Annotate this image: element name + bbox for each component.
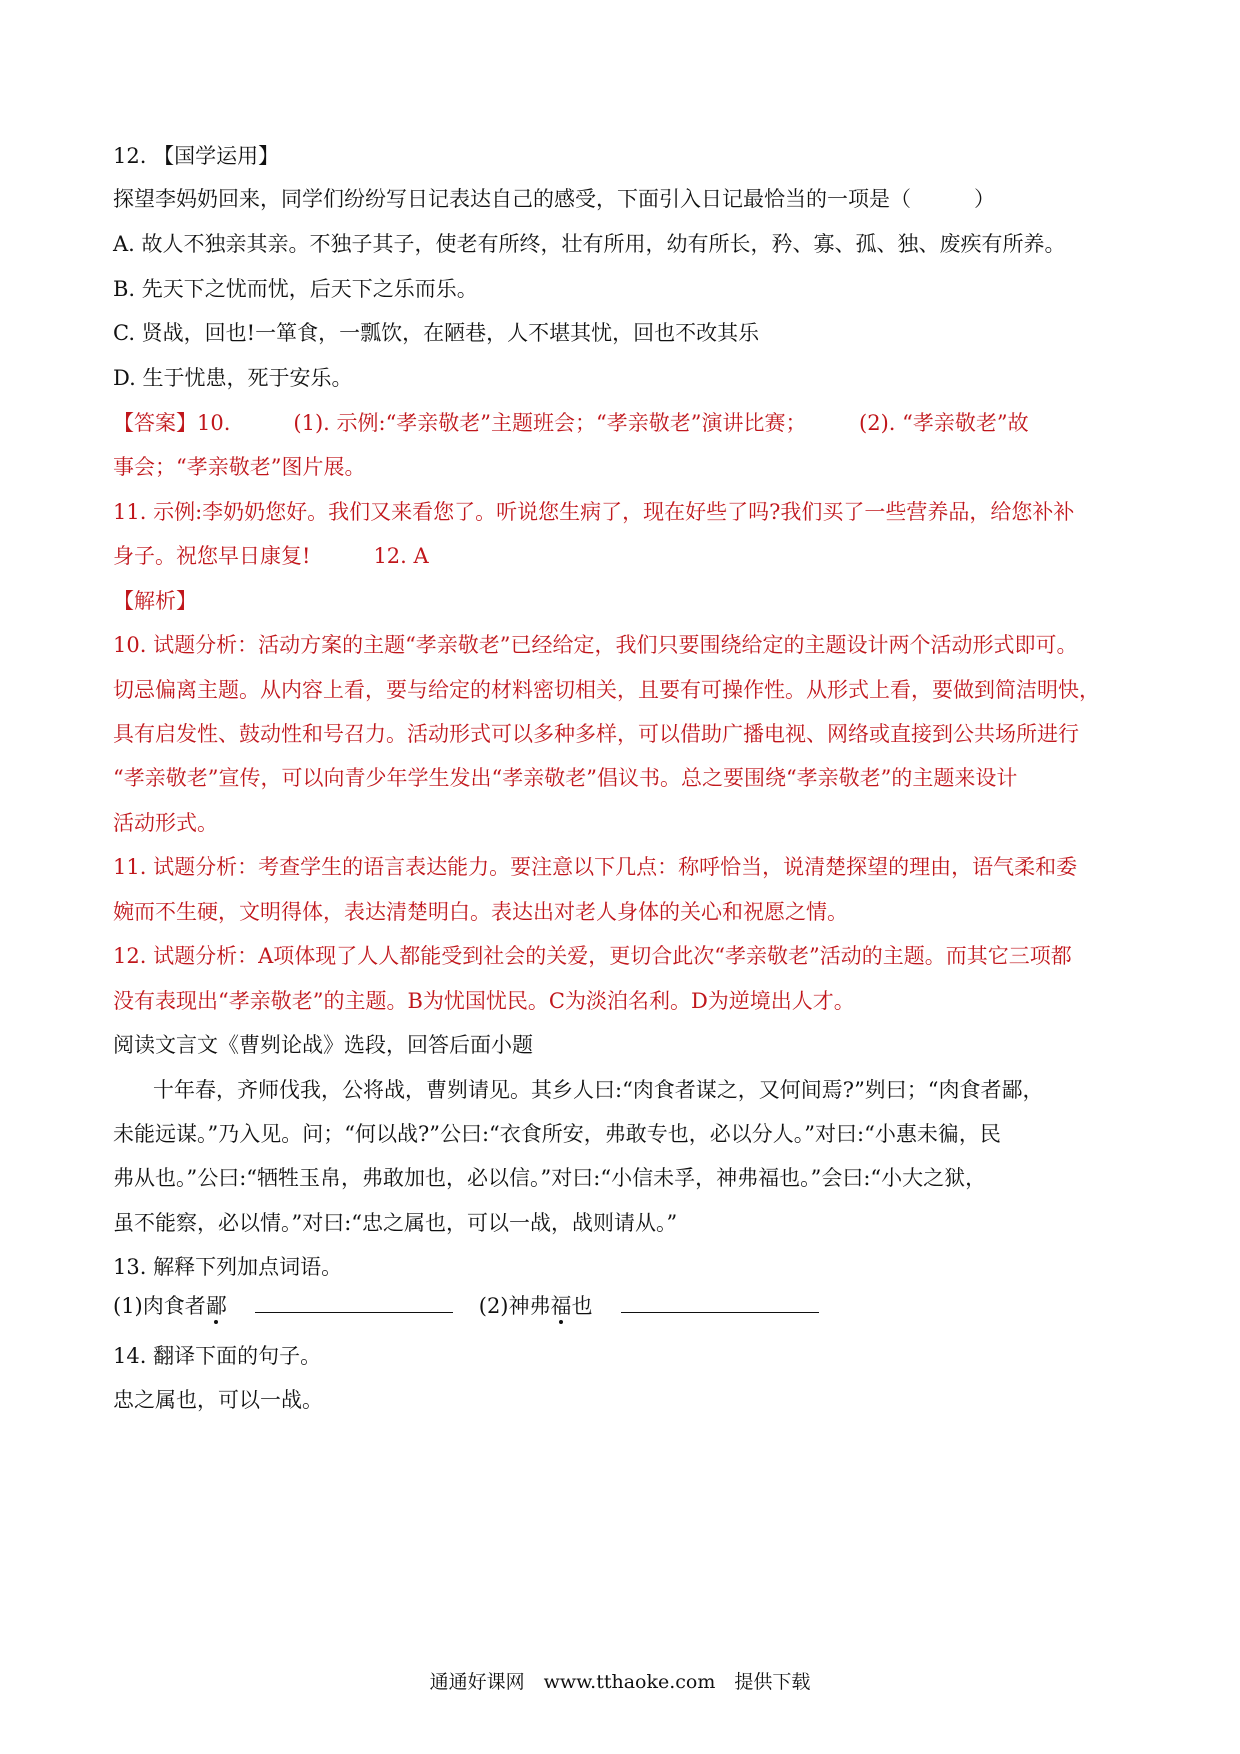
answer-line-4: 身子。祝您早日康复! 12. A [113, 544, 429, 568]
q13-items [113, 1290, 1138, 1321]
reading-intro: 阅读文言文《曹刿论战》选段，回答后面小题 [113, 1033, 533, 1057]
page-footer: 通通好课网 www.tthaoke.com 提供下载 [429, 1671, 811, 1693]
q13-item1-answer-blank[interactable] [255, 1290, 453, 1313]
analysis-10-line: 切忌偏离主题。从内容上看，要与给定的材料密切相关，且要有可操作性。从形式上看，要做到简洁明快， [113, 678, 1100, 702]
q12-stem: 探望李妈奶回来，同学们纷纷写日记表达自己的感受，下面引入日记最恰当的一项是（ ） [113, 187, 995, 211]
q13-item2-dotted-word: 福 [550, 1294, 572, 1318]
answer-line-1: 【答案】10. (1). 示例:“孝亲敬老”主题班会；“孝亲敬老”演讲比赛； (2). “孝亲敬老”故 [113, 411, 1029, 435]
passage-line: 未能远谋。”乃入见。问；“何以战?”公曰:“衣食所安，弗敢专也，必以分人。”对曰:“小惠未徧，民 [113, 1122, 1001, 1146]
q13-item2-answer-blank[interactable] [621, 1290, 819, 1313]
analysis-11-line: 11. 试题分析：考查学生的语言表达能力。要注意以下几点：称呼恰当，说清楚探望的理由，语气柔和委 [113, 855, 1078, 879]
analysis-12-line: 12. 试题分析：A项体现了人人都能受到社会的关爱，更切合此次“孝亲敬老”活动的主题。而其它三项都 [113, 944, 1072, 968]
q13-item1-text: (1)肉食者 [113, 1294, 206, 1318]
q12-option-d: D. 生于忧患，死于安乐。 [113, 366, 353, 390]
q13-item1-dotted-word: 鄙 [205, 1294, 227, 1318]
analysis-label: 【解析】 [113, 589, 197, 613]
analysis-10-line: “孝亲敬老”宣传，可以向青少年学生发出“孝亲敬老”倡议书。总之要围绕“孝亲敬老”的主题来设计 [113, 766, 1018, 790]
analysis-10-line: 具有启发性、鼓动性和号召力。活动形式可以多种多样，可以借助广播电视、网络或直接到公共场所进行 [113, 722, 1079, 746]
answer-line-3: 11. 示例:李奶奶您好。我们又来看您了。听说您生病了，现在好些了吗?我们买了一些营养品，给您补补 [113, 500, 1075, 524]
q13-item2-text-end: 也 [571, 1294, 593, 1318]
passage-line: 虽不能察，必以情。”对曰:“忠之属也，可以一战，战则请从。” [113, 1211, 678, 1235]
passage-line: 十年春，齐师伐我，公将战，曹刿请见。其乡人曰:“肉食者谋之，又何间焉?”刿曰；“肉食者鄙， [153, 1078, 1044, 1102]
q12-option-b: B. 先天下之忧而忧，后天下之乐而乐。 [113, 277, 478, 301]
q12-heading: 12. 【国学运用】 [113, 144, 280, 168]
q14-sentence: 忠之属也，可以一战。 [113, 1388, 323, 1412]
analysis-12-line: 没有表现出“孝亲敬老”的主题。B为忧国忧民。C为淡泊名利。D为逆境出人才。 [113, 989, 855, 1013]
analysis-10-line: 10. 试题分析：活动方案的主题“孝亲敬老”已经给定，我们只要围绕给定的主题设计两个活动形式即可。 [113, 633, 1078, 657]
analysis-10-line: 活动形式。 [113, 811, 218, 835]
q14-stem: 14. 翻译下面的句子。 [113, 1344, 322, 1368]
q13-stem: 13. 解释下列加点词语。 [113, 1255, 343, 1279]
q12-option-a: A. 故人不独亲其亲。不独子其子，使老有所终，壮有所用，幼有所长，矜、寡、孤、独、废疾有所养。 [113, 232, 1066, 256]
answer-line-2: 事会；“孝亲敬老”图片展。 [113, 455, 366, 479]
q13-item2-text: (2)神弗 [478, 1294, 551, 1318]
analysis-11-line: 婉而不生硬，文明得体，表达清楚明白。表达出对老人身体的关心和祝愿之情。 [113, 900, 848, 924]
q12-option-c: C. 贤战，回也!一箪食，一瓢饮，在陋巷，人不堪其忧，回也不改其乐 [113, 321, 760, 345]
passage-line: 弗从也。”公曰:“牺牲玉帛，弗敢加也，必以信。”对曰:“小信未孚，神弗福也。”会曰:“小大之狱， [113, 1166, 987, 1190]
